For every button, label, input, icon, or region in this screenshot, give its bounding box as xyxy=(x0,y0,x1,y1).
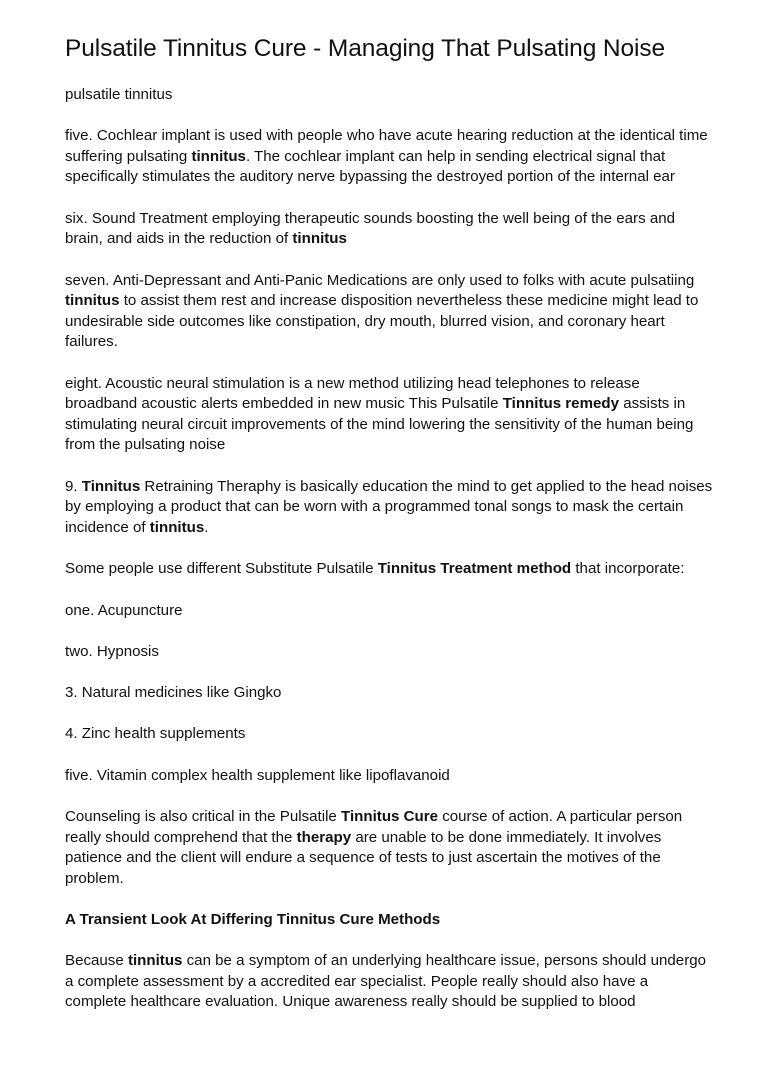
bold-keyword: tinnitus xyxy=(191,147,246,165)
bold-keyword: tinnitus xyxy=(65,292,120,310)
text-segment: 9. xyxy=(65,477,82,495)
text-segment: five. Cochlear implant is used with people who have acute hearing reduction at the identical time suffering pulsating xyxy=(65,127,708,165)
counseling-paragraph xyxy=(65,807,713,889)
text-segment: five. Vitamin complex health supplement like lipoflavanoid xyxy=(65,766,450,784)
text-segment: Because xyxy=(65,952,128,970)
text-segment: course of action. A particular person really should comprehend that the xyxy=(65,807,683,846)
text-segment: are unable to be done immediately. It involves patience and the client will endure a sequence of tests to just ascertain the motives of the problem. xyxy=(65,828,662,887)
bold-keyword: tinnitus xyxy=(292,230,347,248)
list-item-zinc xyxy=(65,724,713,745)
text-segment: that incorporate: xyxy=(571,560,685,578)
text-segment: one. Acupuncture xyxy=(65,601,183,619)
item-nine-retraining xyxy=(65,477,713,539)
list-item-hypnosis xyxy=(65,642,713,663)
text-segment: . xyxy=(204,518,209,536)
text-segment: 4. Zinc health supplements xyxy=(65,725,246,743)
text-segment: Some people use different Substitute Pulsatile xyxy=(65,560,378,578)
bold-keyword: Tinnitus Cure xyxy=(341,807,439,825)
bold-keyword: Tinnitus remedy xyxy=(502,395,619,413)
text-segment: 3. Natural medicines like Gingko xyxy=(65,684,282,702)
item-seven-medications xyxy=(65,271,713,353)
assessment-paragraph xyxy=(65,951,713,1013)
item-five-cochlear-implant xyxy=(65,126,713,188)
substitute-treatments-intro xyxy=(65,559,713,580)
text-segment: . The cochlear implant can help in sending electrical signal that specifically stimulates the auditory nerve bypassing the destroyed portion of the internal ear xyxy=(65,147,675,186)
list-item-vitamin xyxy=(65,766,713,787)
text-segment: eight. Acoustic neural stimulation is a new method utilizing head telephones to release broadband acoustic alerts embedded in new music This Pulsatile xyxy=(65,374,640,413)
list-item-acupuncture xyxy=(65,601,713,622)
bold-keyword: Tinnitus Treatment method xyxy=(377,560,572,578)
item-six-sound-treatment xyxy=(65,209,713,250)
bold-keyword: Tinnitus xyxy=(81,477,141,495)
document-page xyxy=(65,34,713,1034)
text-segment: seven. Anti-Depressant and Anti-Panic Medications are only used to folks with acute pulsatiing xyxy=(65,271,695,289)
bold-keyword: therapy xyxy=(296,828,352,846)
text-segment: can be a symptom of an underlying healthcare issue, persons should undergo a complete assessment by a accredited ear specialist. People really should also have a complete healthcare evaluation. Unique awareness really should be supplied to blood xyxy=(65,952,707,1011)
section-heading-text: A Transient Look At Differing Tinnitus Cure Methods xyxy=(65,910,441,928)
text-segment: Retraining Theraphy is basically education the mind to get applied to the head noises by employing a product that can be worn with a programmed tonal songs to mask the certain incidence of xyxy=(65,477,713,536)
text-segment: assists in stimulating neural circuit improvements of the mind lowering the sensitivity of the human being from the pulsating noise xyxy=(65,395,694,454)
list-item-natural-medicines xyxy=(65,683,713,704)
text-segment: two. Hypnosis xyxy=(65,642,159,660)
page-title: Pulsatile Tinnitus Cure - Managing That Pulsating Noise xyxy=(65,35,666,62)
text-segment: to assist them rest and increase disposition nevertheless these medicine might lead to undesirable side outcomes like constipation, dry mouth, blurred vision, and coronary heart failures. xyxy=(65,292,699,351)
bold-keyword: tinnitus xyxy=(127,952,183,970)
text-segment: six. Sound Treatment employing therapeutic sounds boosting the well being of the ears and brain, and aids in the reduction of xyxy=(65,209,675,248)
section-heading xyxy=(65,910,713,931)
item-eight-acoustic-neural xyxy=(65,374,713,456)
text-segment: Counseling is also critical in the Pulsatile xyxy=(65,807,342,825)
bold-keyword: tinnitus xyxy=(149,518,205,536)
intro-keyword xyxy=(65,85,713,106)
text-segment: pulsatile tinnitus xyxy=(65,86,173,103)
